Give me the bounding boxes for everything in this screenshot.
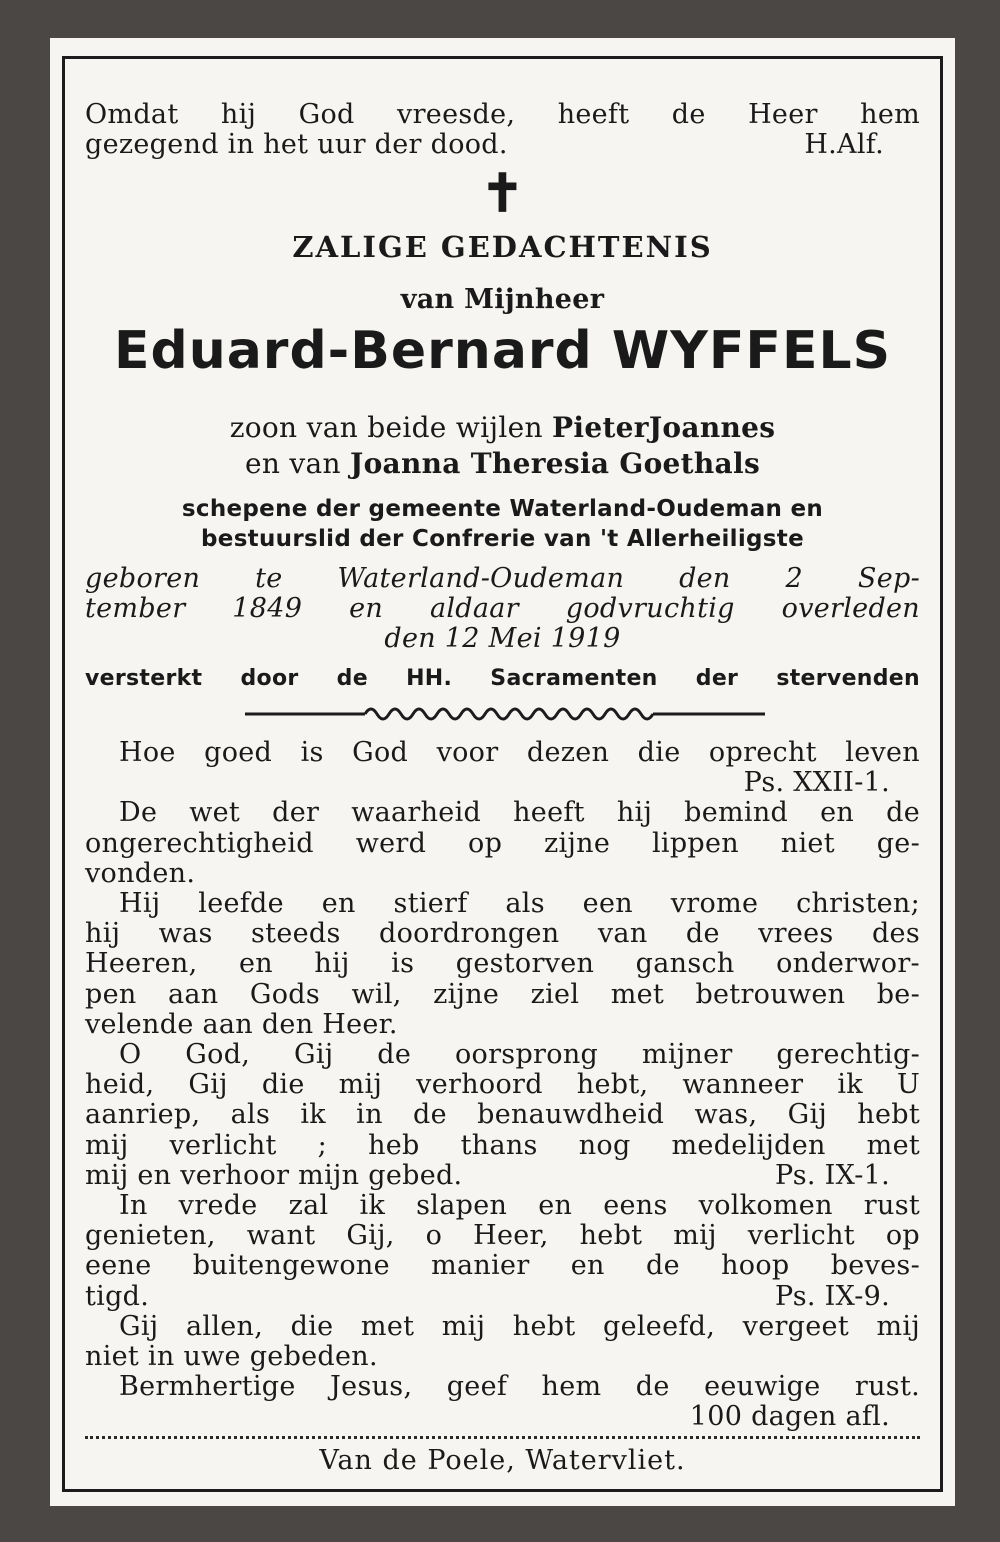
verse-line: pen aan Gods wil, zijne ziel met betrouwen be- <box>85 978 920 1010</box>
epigraph <box>85 100 920 160</box>
birth-death <box>85 564 920 654</box>
epigraph-line-1: Omdat hij God vreesde, heeft de Heer hem <box>85 99 920 130</box>
printer-credit: Van de Poele, Watervliet. <box>319 1445 686 1476</box>
verse-line: hij was steeds doordrongen van de vrees des <box>85 918 920 950</box>
verse-text: mij en verhoor mijn gebed. <box>85 1159 463 1191</box>
verse-line: Ps. XXII-1. <box>743 767 890 799</box>
verse-line: O God, Gij de oorsprong mijner gerechtig- <box>119 1039 920 1071</box>
offices <box>85 494 920 554</box>
parents <box>85 410 920 482</box>
verse-line: heid, Gij die mij verhoord hebt, wanneer ik U <box>85 1069 920 1101</box>
verse-line: ongerechtigheid werd op zijne lippen niet ge- <box>85 827 920 859</box>
cross-icon: ✝ <box>480 163 525 224</box>
father-name: PieterJoannes <box>552 411 776 444</box>
verse-line: genieten, want Gij, o Heer, hebt mij verlicht op <box>85 1220 920 1252</box>
office-line-1: schepene der gemeente Waterland-Oudeman en <box>181 496 824 522</box>
office-line-2: bestuurslid der Confrerie van 't Allerheiligste <box>201 526 804 552</box>
verse-line: Hij leefde en stierf als een vrome christen; <box>119 888 920 920</box>
memorial-title: ZALIGE GEDACHTENIS <box>292 230 713 264</box>
epigraph-line-2 <box>85 130 920 160</box>
card-content <box>85 38 920 1506</box>
sacraments-line: versterkt door de HH. Sacramenten der stervenden <box>85 666 920 691</box>
verse-line: velende aan den Heer. <box>85 1008 398 1040</box>
deceased-name: Eduard-Bernard WYFFELS <box>113 321 892 381</box>
verse-line: Heeren, en hij is gestorven gansch onderwor- <box>85 948 920 980</box>
verse-line: aanriep, als ik in de benauwdheid was, Gij hebt <box>85 1099 920 1131</box>
verse-line: mij verlicht ; heb thans nog medelijden met <box>85 1129 920 1161</box>
verse-line <box>85 1161 920 1191</box>
verse-text: tigd. <box>85 1280 150 1312</box>
mother-line <box>85 446 920 482</box>
death-line: den 12 Mei 1919 <box>384 623 621 654</box>
epigraph-line-2-text: gezegend in het uur der dood. <box>85 129 508 160</box>
memorial-card <box>50 38 955 1506</box>
verse-line: Hoe goed is God voor dezen die oprecht leven <box>119 737 920 768</box>
verse-line: vonden. <box>85 857 196 889</box>
verse-source: Ps. IX-9. <box>775 1280 890 1312</box>
birth-line-2: tember 1849 en aldaar godvruchtig overleden <box>85 593 920 624</box>
father-prefix: zoon van beide wijlen <box>229 411 553 444</box>
father-line <box>85 410 920 446</box>
verse-line <box>85 1282 920 1312</box>
verse-line: In vrede zal ik slapen en eens volkomen rust <box>119 1190 920 1222</box>
verse-line: 100 dagen afl. <box>689 1401 890 1433</box>
verse-line: Gij allen, die met mij hebt geleefd, vergeet mij <box>119 1310 920 1342</box>
verse-line: Bermhertige Jesus, geef hem de eeuwige rust. <box>119 1371 920 1403</box>
birth-line-1: geboren te Waterland-Oudeman den 2 Sep- <box>85 563 920 594</box>
verse-source: Ps. IX-1. <box>775 1159 890 1191</box>
verse-line: niet in uwe gebeden. <box>85 1341 378 1373</box>
dotted-rule <box>85 1436 920 1439</box>
verses <box>85 738 920 1433</box>
verse-line: De wet der waarheid heeft hij bemind en de <box>119 797 920 829</box>
mother-name: Joanna Theresia Goethals <box>350 447 761 480</box>
wavy-divider <box>245 702 765 726</box>
honorific: van Mijnheer <box>400 284 605 315</box>
verse-line: eene buitengewone manier en de hoop beves- <box>85 1250 920 1282</box>
mother-prefix: en van <box>244 447 351 480</box>
epigraph-source: H.Alf. <box>804 129 884 160</box>
